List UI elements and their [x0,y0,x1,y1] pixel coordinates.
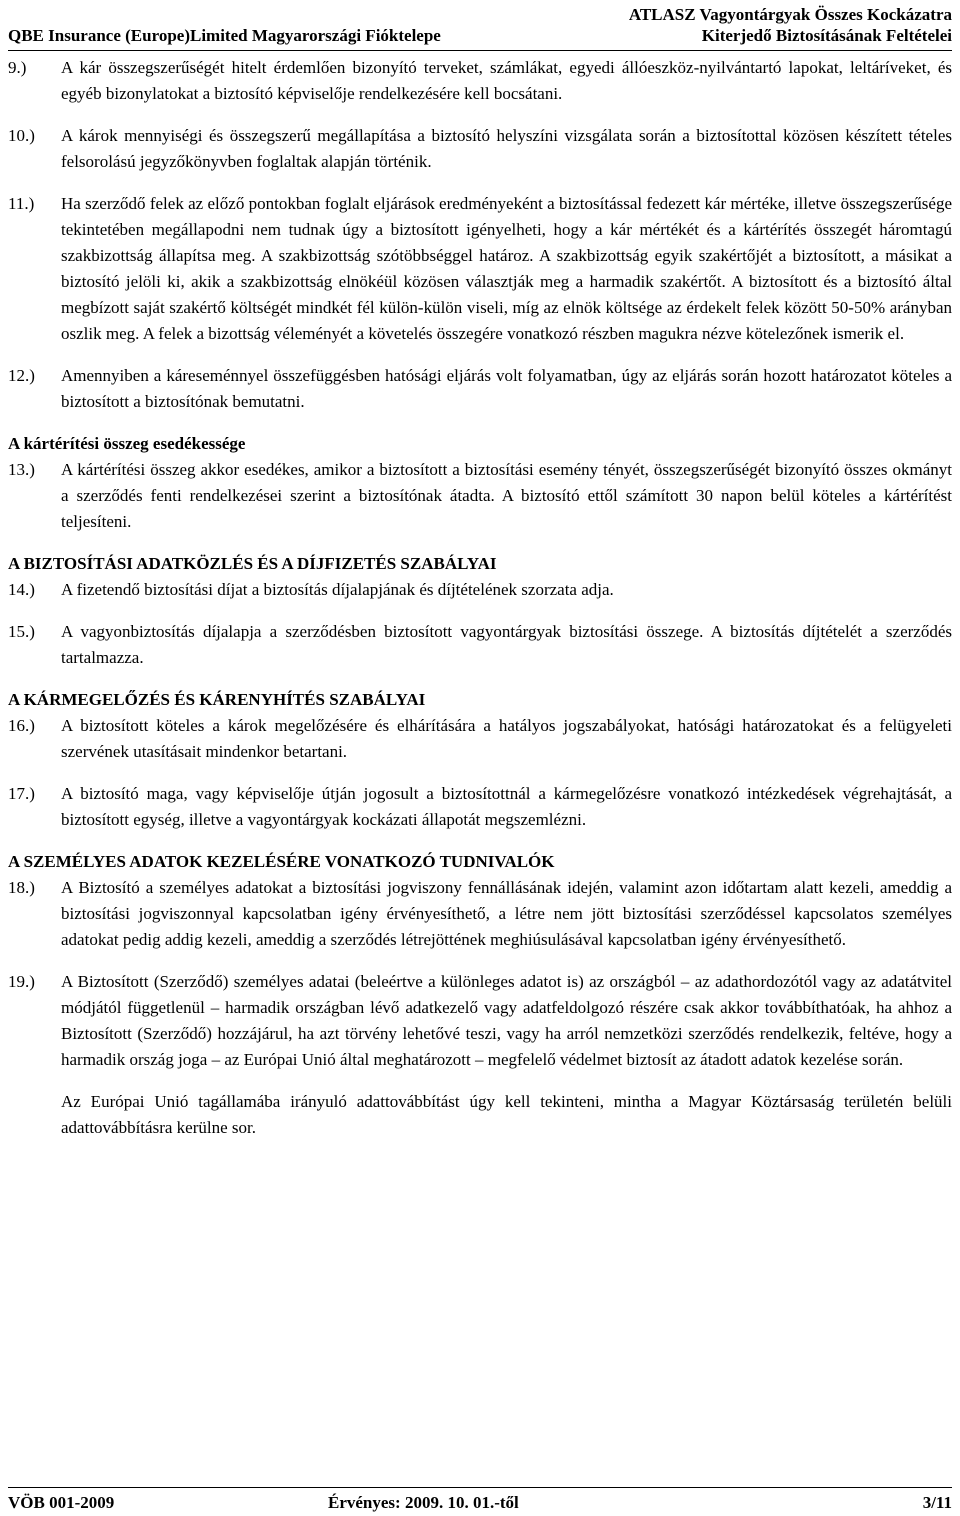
clause-text: Ha szerződő felek az előző pontokban foglalt eljárások eredményeként a biztosítással fedezett kár mértéke, illetve összegszerűsége tekintetében megállapodni nem tudnak úgy a biztosított igényelheti, hogy a kár mértékét és a kártérítés összegét háromtagú szakbizottság állapítsa meg. A szakbizottság szótöbbséggel határoz. A szakbizottság egyik szakértőjét a biztosított, a másikat a biztosító jelöli ki, akik a szakbizottság elnökéül közösen választják meg a harmadik szakértőt. A biztosított és a biztosító által megbízott saját szakértő költségét mindkét fél külön-külön viseli, míg az elnök költsége az érdekelt felek között 50-50% arányban oszlik meg. A felek a bizottság véleményét a követelés összegére vonatkozó részben magukra nézve kötelezőnek ismerik el. [61,194,952,343]
clause-16 [8,713,952,765]
clause-number: 13.) [8,460,35,479]
clause-text: A károk mennyiségi és összegszerű megállapítása a biztosító helyszíni vizsgálata során a biztosítottal közösen készített tételes felsorolású jegyzőkönyvben foglaltak alapján történik. [61,126,952,171]
clause-number: 18.) [8,878,35,897]
clause-13 [8,457,952,535]
clause-number: 10.) [8,126,35,145]
clause-text: A fizetendő biztosítási díjat a biztosítás díjalapjának és díjtételének szorzata adja. [61,580,614,599]
clause-12 [8,363,952,415]
clause-10 [8,123,952,175]
clause-number: 14.) [8,580,35,599]
section-heading-personal-data: A SZEMÉLYES ADATOK KEZELÉSÉRE VONATKOZÓ TUDNIVALÓK [8,852,555,871]
clause-text: A biztosító maga, vagy képviselője útján jogosult a biztosítottnál a kármegelőzésre vonatkozó intézkedések végrehajtását, a biztosított egység, illetve a vagyontárgyak kockázati állapotát megszemlézni. [61,784,952,829]
clause-15 [8,619,952,671]
clause-text: A kár összegszerűségét hitelt érdemlően bizonyító terveket, számlákat, egyedi állóeszköz-nyilvántartó lapokat, leltáríveket, és egyéb bizonylatokat a biztosító képviselője rendelkezésére kell bocsátani. [61,58,952,103]
page-header [8,4,952,51]
clause-18 [8,875,952,953]
clause-text: A Biztosított (Szerződő) személyes adatai (beleértve a különleges adatot is) az országból – az adathordozótól vagy az adatátvitel módjától függetlenül – harmadik országban lévő adatkezelő vagy adatfeldolgozó részére csak akkor továbbíthatóak, ha ahhoz a Biztosított (Szerződő) hozzájárul, ha azt törvény lehetővé teszi, vagy ha arról nemzetközi szerződés rendelkezik, feltéve, hogy a harmadik ország joga – az Európai Unió által meghatározott – megfelelő védelmet biztosít az átadott adatok kezelése során. [61,972,952,1069]
clause-19 [8,969,952,1073]
page-footer [8,1487,952,1514]
section-heading-prevention: A KÁRMEGELŐZÉS ÉS KÁRENYHÍTÉS SZABÁLYAI [8,690,426,709]
clause-11 [8,191,952,347]
header-title-line2: Kiterjedő Biztosításának Feltételei [701,26,952,45]
clause-text: A biztosított köteles a károk megelőzésére és elhárítására a hatályos jogszabályokat, hatósági határozatokat és a felügyeleti szervének utasításait mindenkor betartani. [61,716,952,761]
clause-14 [8,577,952,603]
clause-17 [8,781,952,833]
clause-text: A Biztosító a személyes adatokat a biztosítási jogviszony fennállásának idején, valamint azon időtartam alatt kezeli, ameddig a biztosítási jogviszonnyal kapcsolatban igény érvényesíthető, a létre nem jött biztosítási szerződéssel kapcsolatos személyes adatokat pedig addig kezeli, ameddig a szerződés létrejöttének meghiúsulásával kapcsolatban igény érvényesíthető. [61,878,952,949]
clause-number: 19.) [8,972,35,991]
clause-number: 15.) [8,622,35,641]
clause-number: 12.) [8,366,35,385]
header-company: QBE Insurance (Europe)Limited Magyarországi Fióktelepe [8,26,441,45]
footer-validity: Érvényes: 2009. 10. 01.-től [328,1493,519,1512]
clause-9 [8,55,952,107]
clause-text: A kártérítési összeg akkor esedékes, amikor a biztosított a biztosítási esemény tényét, összegszerűségét bizonyító összes okmányt a szerződés fenti rendelkezései szerint a biztosítónak átadta. A biztosító ettől számított 30 napon belül köteles a kártérítést teljesíteni. [61,460,952,531]
footer-document-code: VÖB 001-2009 [8,1493,115,1512]
clause-text: Amennyiben a káreseménnyel összefüggésben hatósági eljárás volt folyamatban, úgy az eljárás során hozott határozatot köteles a biztosított a biztosítónak bemutatni. [61,366,952,411]
clause-19-continuation: Az Európai Unió tagállamába irányuló adattovábbítást úgy kell tekinteni, mintha a Magyar Köztársaság területén belüli adattovábbításra kerülne sor. [61,1092,952,1137]
document-body [8,50,952,1141]
clause-text: A vagyonbiztosítás díjalapja a szerződésben biztosított vagyontárgyak biztosítási összege. A biztosítás díjtételét a szerződés tartalmazza. [61,622,952,667]
header-title-line1: ATLASZ Vagyontárgyak Összes Kockázatra [628,5,952,24]
clause-number: 16.) [8,716,35,735]
section-heading-due: A kártérítési összeg esedékessége [8,434,246,453]
clause-number: 11.) [8,194,35,213]
clause-number: 17.) [8,784,35,803]
clause-number: 9.) [8,58,27,77]
section-heading-communication: A BIZTOSÍTÁSI ADATKÖZLÉS ÉS A DÍJFIZETÉS SZABÁLYAI [8,554,497,573]
footer-page-number: 3/11 [922,1493,952,1512]
header-document-title [629,4,952,46]
